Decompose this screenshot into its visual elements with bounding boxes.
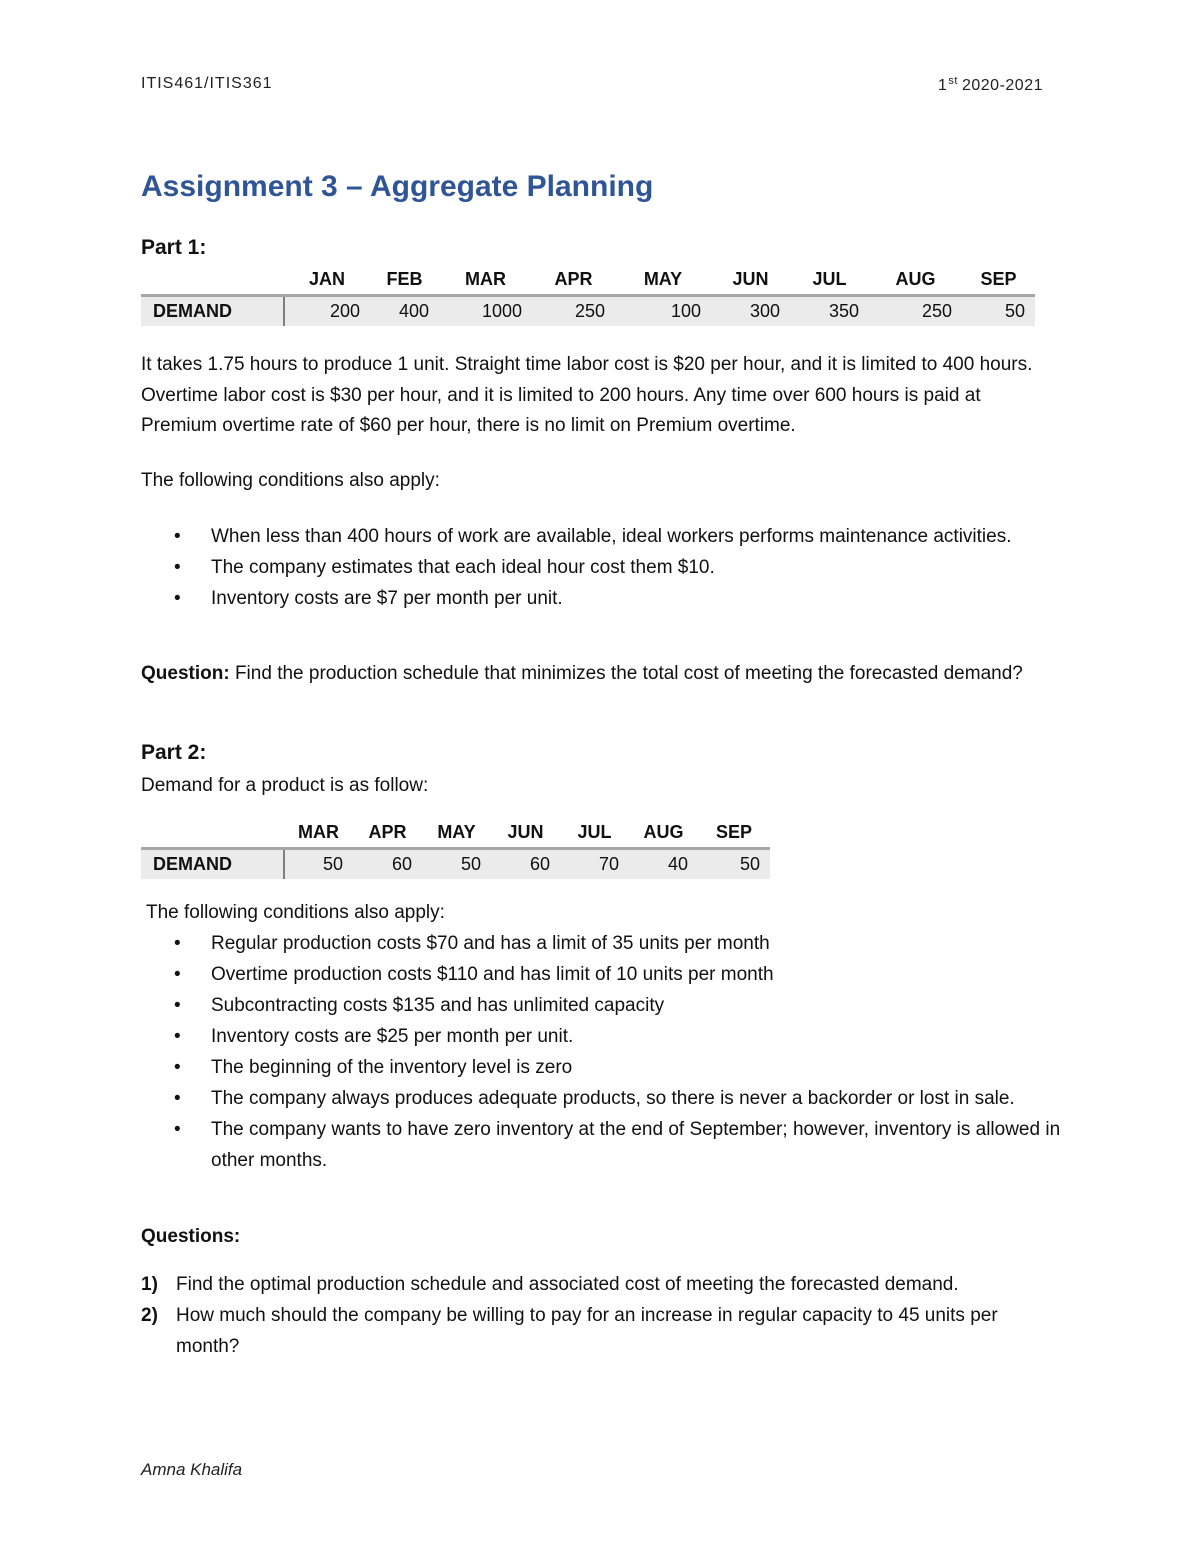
month-header: MAR (298, 821, 339, 842)
question-number: 2) (141, 1305, 158, 1326)
month-header: JUN (507, 821, 544, 842)
list-item: • The company estimates that each ideal hour cost them $10. (141, 552, 1061, 583)
page-title: Assignment 3 – Aggregate Planning (141, 170, 654, 203)
list-item: • The beginning of the inventory level is zero (141, 1052, 1061, 1083)
list-item: • When less than 400 hours of work are available, ideal workers performs maintenance activities. (141, 521, 1061, 552)
demand-cell: 250 (869, 296, 962, 327)
month-header: FEB (386, 268, 423, 289)
part2-questions-label (141, 1222, 1061, 1253)
list-item: • Subcontracting costs $135 and has unlimited capacity (141, 990, 1061, 1021)
questions-label: Questions: (141, 1226, 241, 1247)
list-item: • Inventory costs are $7 per month per unit. (141, 583, 1061, 614)
demand-cell: 70 (560, 849, 629, 880)
demand-cell: 40 (629, 849, 698, 880)
question-text: Find the optimal production schedule and associated cost of meeting the forecasted demand. (176, 1274, 959, 1295)
month-header: JAN (308, 268, 345, 289)
header-term-suffix: st (948, 75, 958, 87)
demand-cell: 50 (422, 849, 491, 880)
question-text: Find the production schedule that minimizes the total cost of meeting the forecasted demand? (229, 663, 1023, 684)
month-header: JUL (577, 821, 612, 842)
demand-cell: 50 (284, 849, 353, 880)
question-label: Question: (141, 663, 230, 684)
part2-intro: Demand for a product is as follow: (141, 775, 429, 796)
list-item (141, 1269, 1061, 1300)
row-label: DEMAND (141, 296, 284, 327)
header-term (938, 75, 1043, 95)
list-item: • Inventory costs are $25 per month per unit. (141, 1021, 1061, 1052)
list-item (141, 1300, 1061, 1362)
part1-heading: Part 1: (141, 236, 207, 259)
month-header: AUG (643, 821, 684, 842)
row-label: DEMAND (141, 849, 284, 880)
part2-questions-list (141, 1269, 1061, 1362)
header-course: ITIS461/ITIS361 (141, 75, 273, 92)
demand-cell: 50 (698, 849, 770, 880)
demand-cell: 50 (962, 296, 1035, 327)
demand-cell: 400 (370, 296, 439, 327)
list-item: • The company wants to have zero inventory at the end of September; however, inventory is allowed in other months. (141, 1114, 1061, 1176)
list-item: • Regular production costs $70 and has a limit of 35 units per month (141, 928, 1061, 959)
demand-cell: 300 (711, 296, 790, 327)
part2-conditions-list (141, 928, 1061, 1176)
demand-cell: 350 (790, 296, 869, 327)
list-item: • The company always produces adequate products, so there is never a backorder or lost in sale. (141, 1083, 1061, 1114)
month-header: AUG (895, 268, 936, 289)
part2-conditions-lead: The following conditions also apply: (146, 902, 445, 923)
demand-cell: 60 (491, 849, 560, 880)
header-year: 2020-2021 (961, 77, 1043, 94)
part2-heading: Part 2: (141, 741, 207, 764)
month-header: JUL (812, 268, 847, 289)
month-header: APR (554, 268, 593, 289)
demand-cell: 250 (532, 296, 615, 327)
part1-intro: It takes 1.75 hours to produce 1 unit. Straight time labor cost is $20 per hour, and it is limited to 400 hours. Overtime labor cost is $30 per hour, and it is limited to 200 hours. Any time over 600 hours is paid at Premium overtime rate of $60 per hour, there is no limit on Premium overtime. (141, 354, 1033, 436)
question-number: 1) (141, 1274, 158, 1295)
month-header: MAR (465, 268, 506, 289)
part1-demand-table (141, 264, 1035, 326)
month-header: SEP (715, 821, 753, 842)
demand-cell: 1000 (439, 296, 532, 327)
demand-cell: 60 (353, 849, 422, 880)
header-term-number: 1 (938, 77, 948, 94)
part1-question (141, 659, 1061, 690)
month-header: MAY (437, 821, 476, 842)
demand-cell: 200 (284, 296, 370, 327)
footer-author: Amna Khalifa (141, 1460, 243, 1479)
month-header: APR (368, 821, 407, 842)
part2-demand-table (141, 817, 770, 879)
list-item: • Overtime production costs $110 and has limit of 10 units per month (141, 959, 1061, 990)
demand-cell: 100 (615, 296, 711, 327)
month-header: JUN (732, 268, 769, 289)
table-corner (141, 264, 284, 296)
part1-demand-row (141, 296, 1035, 327)
question-text: How much should the company be willing to pay for an increase in regular capacity to 45 units per month? (176, 1305, 998, 1357)
part2-month-header-row (141, 817, 770, 849)
month-header: SEP (980, 268, 1017, 289)
table-corner (141, 817, 284, 849)
part1-month-header-row (141, 264, 1035, 296)
part1-conditions-list (141, 521, 1061, 614)
part1-conditions-lead: The following conditions also apply: (141, 470, 440, 491)
part2-demand-row (141, 849, 770, 880)
month-header: MAY (643, 268, 683, 289)
